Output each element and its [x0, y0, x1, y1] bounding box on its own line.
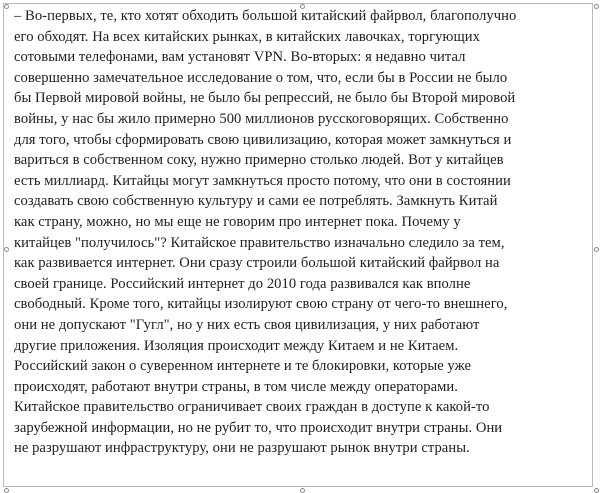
text-line: его обходят. На всех китайских рынках, в китайских лавочках, торгующих	[14, 28, 480, 45]
resize-handle-middle-left[interactable]	[4, 247, 9, 252]
text-line: китайцев "получилось"? Китайское правительство изначально следило за тем,	[14, 234, 505, 251]
text-line: зарубежной информации, но не рубит то, что происходит внутри страны. Они	[14, 419, 503, 436]
resize-handle-middle-right[interactable]	[594, 247, 599, 252]
text-line: Китайское правительство ограничивает своих граждан в доступе к какой-то	[14, 399, 490, 416]
text-line: совершенно замечательное исследование о том, что, если бы в России не было	[14, 69, 508, 86]
text-line: как развивается интернет. Они сразу строили большой китайский файрвол на	[14, 255, 500, 272]
text-line: Российский закон о суверенном интернете и те блокировки, которые уже	[14, 358, 472, 375]
resize-handle-top-right[interactable]	[594, 4, 599, 9]
resize-handle-bottom-left[interactable]	[4, 488, 9, 493]
resize-handle-bottom-right[interactable]	[594, 488, 599, 493]
text-line: другие приложения. Изоляция происходит между Китаем и не Китаем.	[14, 337, 459, 354]
text-line: своей границе. Российский интернет до 2010 года развивался как вполне	[14, 275, 471, 292]
text-line: бы Первой мировой войны, не было бы репрессий, не было бы Второй мировой	[14, 90, 516, 107]
resize-handle-top-left[interactable]	[4, 4, 9, 9]
text-line: происходят, работают внутри страны, в том числе между операторами.	[14, 378, 458, 395]
text-line: вариться в собственном соку, нужно примерно столько людей. Вот у китайцев	[14, 152, 504, 169]
text-line: как страну, можно, но мы еще не говорим про интернет пока. Почему у	[14, 213, 461, 230]
text-line: – Во-первых, те, кто хотят обходить большой китайский файрвол, благополучно	[14, 8, 517, 24]
text-line: они не допускают "Гугл", но у них есть своя цивилизация, у них работают	[14, 316, 480, 333]
text-line: свободный. Кроме того, китайцы изолируют свою страну от чего-то внешнего,	[14, 296, 508, 313]
text-line: есть миллиард. Китайцы могут замкнуться просто потому, что они в состоянии	[14, 172, 511, 189]
text-line: войны, у нас бы жило примерно 500 миллионов русскоговорящих. Собственно	[14, 110, 509, 127]
text-line: для того, чтобы сформировать свою цивилизацию, которая может замкнуться и	[14, 131, 512, 148]
text-line: сотовыми телефонами, вам установят VPN. Во-вторых: я недавно читал	[14, 49, 466, 66]
text-line: создавать свою собственную культуру и сами ее потреблять. Замкнуть Китай	[14, 193, 498, 210]
text-line: не разрушают инфраструктуру, они не разрушают рынок внутри страны.	[14, 440, 470, 457]
article-text	[14, 6, 588, 459]
resize-handle-bottom-middle[interactable]	[300, 488, 305, 493]
